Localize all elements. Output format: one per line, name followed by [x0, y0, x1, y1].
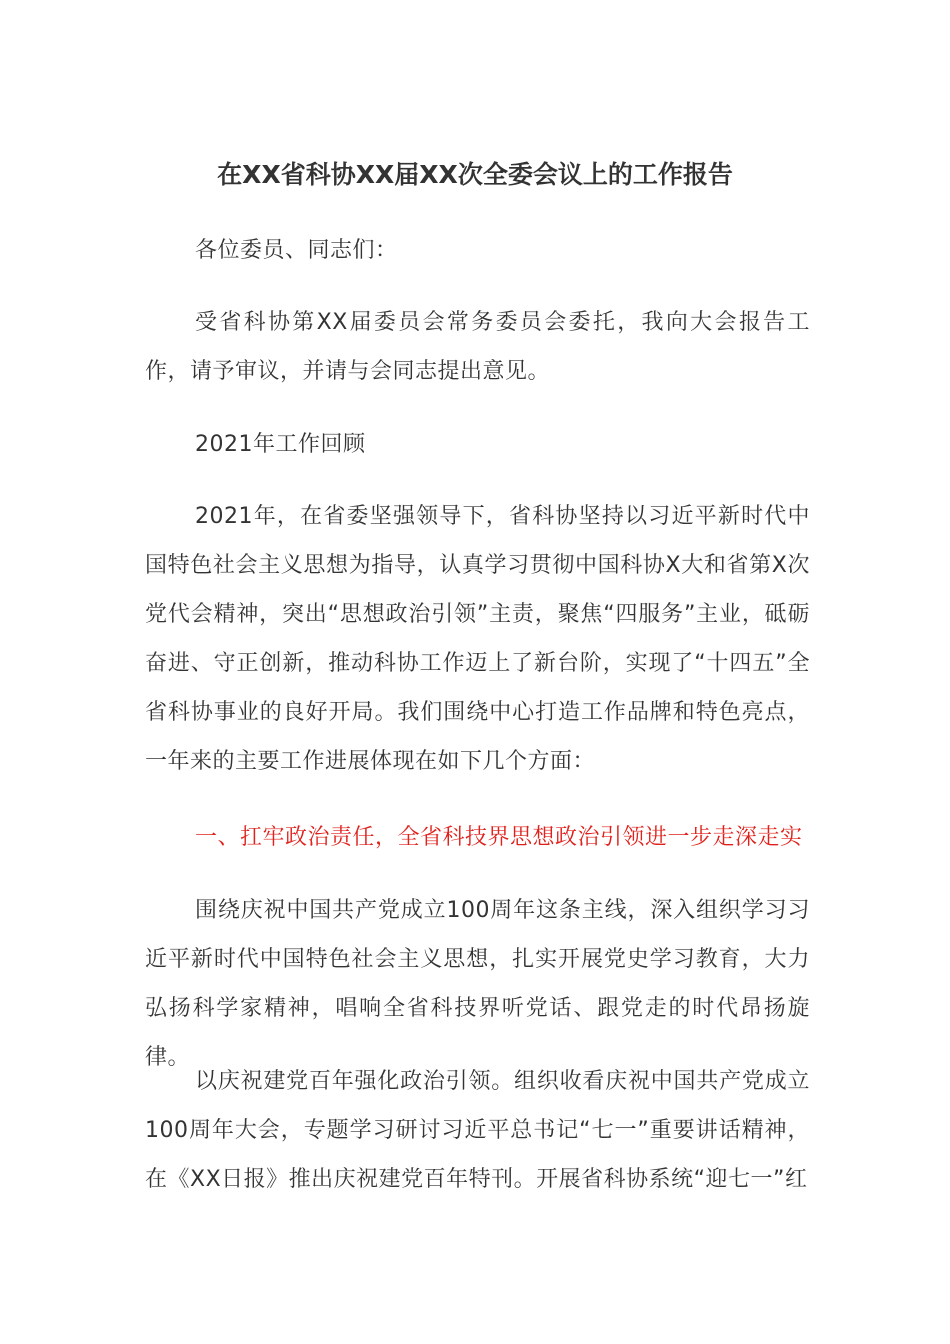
paragraph-one: 围绕庆祝中国共产党成立100周年这条主线，深入组织学习习近平新时代中国特色社会主义思想，扎实开展党史学习教育，大力弘扬科学家精神，唱响全省科技界听党话、跟党走的时代昂扬旋律。	[145, 898, 810, 1070]
paragraph-two: 以庆祝建党百年强化政治引领。组织收看庆祝中国共产党成立100周年大会，专题学习研讨习近平总书记“七一”重要讲话精神，在《XX日报》推出庆祝建党百年特刊。开展省科协系统“迎七一”红	[145, 1069, 810, 1192]
overview-paragraph: 2021年，在省委坚强领导下，省科协坚持以习近平新时代中国特色社会主义思想为指导，认真学习贯彻中国科协X大和省第X次党代会精神，突出“思想政治引领”主责，聚焦“四服务”主业，砥砺奋进、守正创新，推动科协工作迈上了新台阶，实现了“十四五”全省科协事业的良好开局。我们围绕中心打造工作品牌和特色亮点，一年来的主要工作进展体现在如下几个方面：	[145, 504, 810, 774]
greeting: 各位委员、同志们：	[195, 238, 398, 263]
section-title: 2021年工作回顾	[195, 432, 366, 457]
heading-one: 一、扛牢政治责任，全省科技界思想政治引领进一步走深走实	[195, 825, 803, 850]
document-title: 在XX省科协XX届XX次全委会议上的工作报告	[217, 160, 733, 189]
intro-paragraph: 受省科协第XX届委员会常务委员会委托，我向大会报告工作，请予审议，并请与会同志提出意见。	[145, 310, 810, 384]
